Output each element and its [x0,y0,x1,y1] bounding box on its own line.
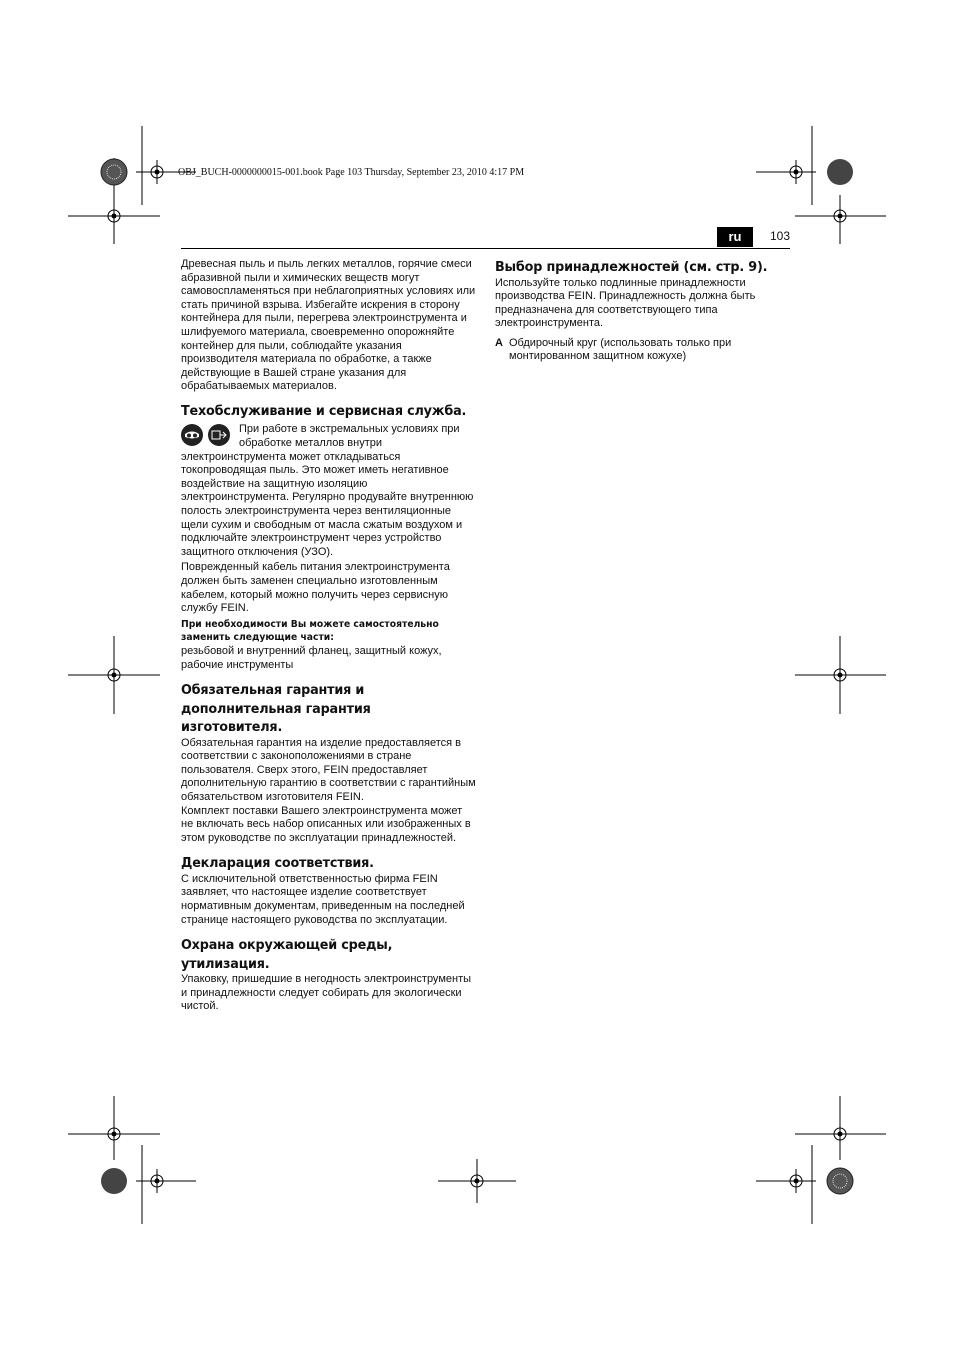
accessories-heading: Выбор принадлежностей (см. стр. 9). [495,259,768,275]
maintenance-heading: Техобслуживание и сервисная служба. [181,402,467,419]
language-badge: ru [717,227,753,247]
warranty-heading-line-2: дополнительная гарантия [181,700,371,717]
right-column [495,258,791,364]
environment-heading-line-2: утилизация. [181,955,270,972]
accessory-item [495,337,791,364]
header-rule [181,248,790,249]
environment-paragraph: Упаковку, пришедшие в негодность электроинструменты и принадлежности следует собирать для экологически чистой. [181,973,472,1013]
warranty-heading-line-1: Обязательная гарантия и [181,682,365,699]
rcd-device-icon [208,424,230,446]
environment-heading-line-1: Охрана окружающей среды, [181,937,393,954]
accessory-item-text: Обдирочный круг (использовать только при монтированном защитном кожухе) [509,336,732,363]
maintenance-block [181,423,477,559]
maintenance-paragraph-1: При работе в экстремальных условиях при обработке металлов внутри электроинструмента может откладываться токопроводящая пыль. Это может иметь негативное воздействие на защитную изоляцию электроинструмента. Регулярно продувайте внутреннюю полость электроинструмента через вентиляционные щели сухим и свободным от масла сжатым воздухом и подключайте электроинструмент через устройство защитного отключения (УЗО). [181,423,474,558]
warranty-paragraph-1: Обязательная гарантия на изделие предоставляется в соответствии с законоположениями в стране пользователя. Сверх этого, FEIN предоставляет дополнительную гарантию в соответствии с гарантийным обязательством изготовителя FEIN. [181,736,476,803]
eye-protection-icon [181,424,203,446]
intro-paragraph: Древесная пыль и пыль легких металлов, горячие смеси абразивной пыли и химических веществ могут самовоспламеняться при неблагоприятных условиях или стать причиной взрыва. Избегайте искрения в сторону контейнера для пыли, перегрева электроинструмента и шлифуемого материала, своевременно опорожняйте контейнер для пыли, соблюдайте указания производителя материала по обработке, а также действующие в Вашей стране указания для обрабатываемых материалов. [181,258,476,393]
print-slug: OBJ_BUCH-0000000015-001.book Page 103 Thursday, September 23, 2010 4:17 PM [178,167,525,178]
warranty-paragraph-2: Комплект поставки Вашего электроинструмента может не включать весь набор описанных или изображенных в этом руководстве по эксплуатации принадлежностей. [181,804,471,844]
declaration-paragraph: С исключительной ответственностью фирма FEIN заявляет, что настоящее изделие соответствует нормативным документам, приведенным на последней странице настоящего руководства по эксплуатации. [181,872,465,926]
maintenance-paragraph-2: Поврежденный кабель питания электроинструмента должен быть заменен специально изготовленным кабелем, который можно получить через сервисную службу FEIN. [181,561,450,615]
left-column [181,258,477,1014]
accessories-paragraph: Используйте только подлинные принадлежности производства FEIN. Принадлежность должна быть предназначена для соответствующего типа электроинструмента. [495,276,756,330]
page-number: 103 [770,229,791,243]
replaceable-parts-heading: При необходимости Вы можете самостоятельно заменить следующие части: [181,618,439,644]
accessory-item-label: A [495,336,503,349]
maintenance-icons [181,424,235,450]
warranty-heading-line-3: изготовителя. [181,719,283,736]
declaration-heading: Декларация соответствия. [181,855,374,872]
replaceable-parts-list: резьбовой и внутренний фланец, защитный кожух, рабочие инструменты [181,644,442,671]
